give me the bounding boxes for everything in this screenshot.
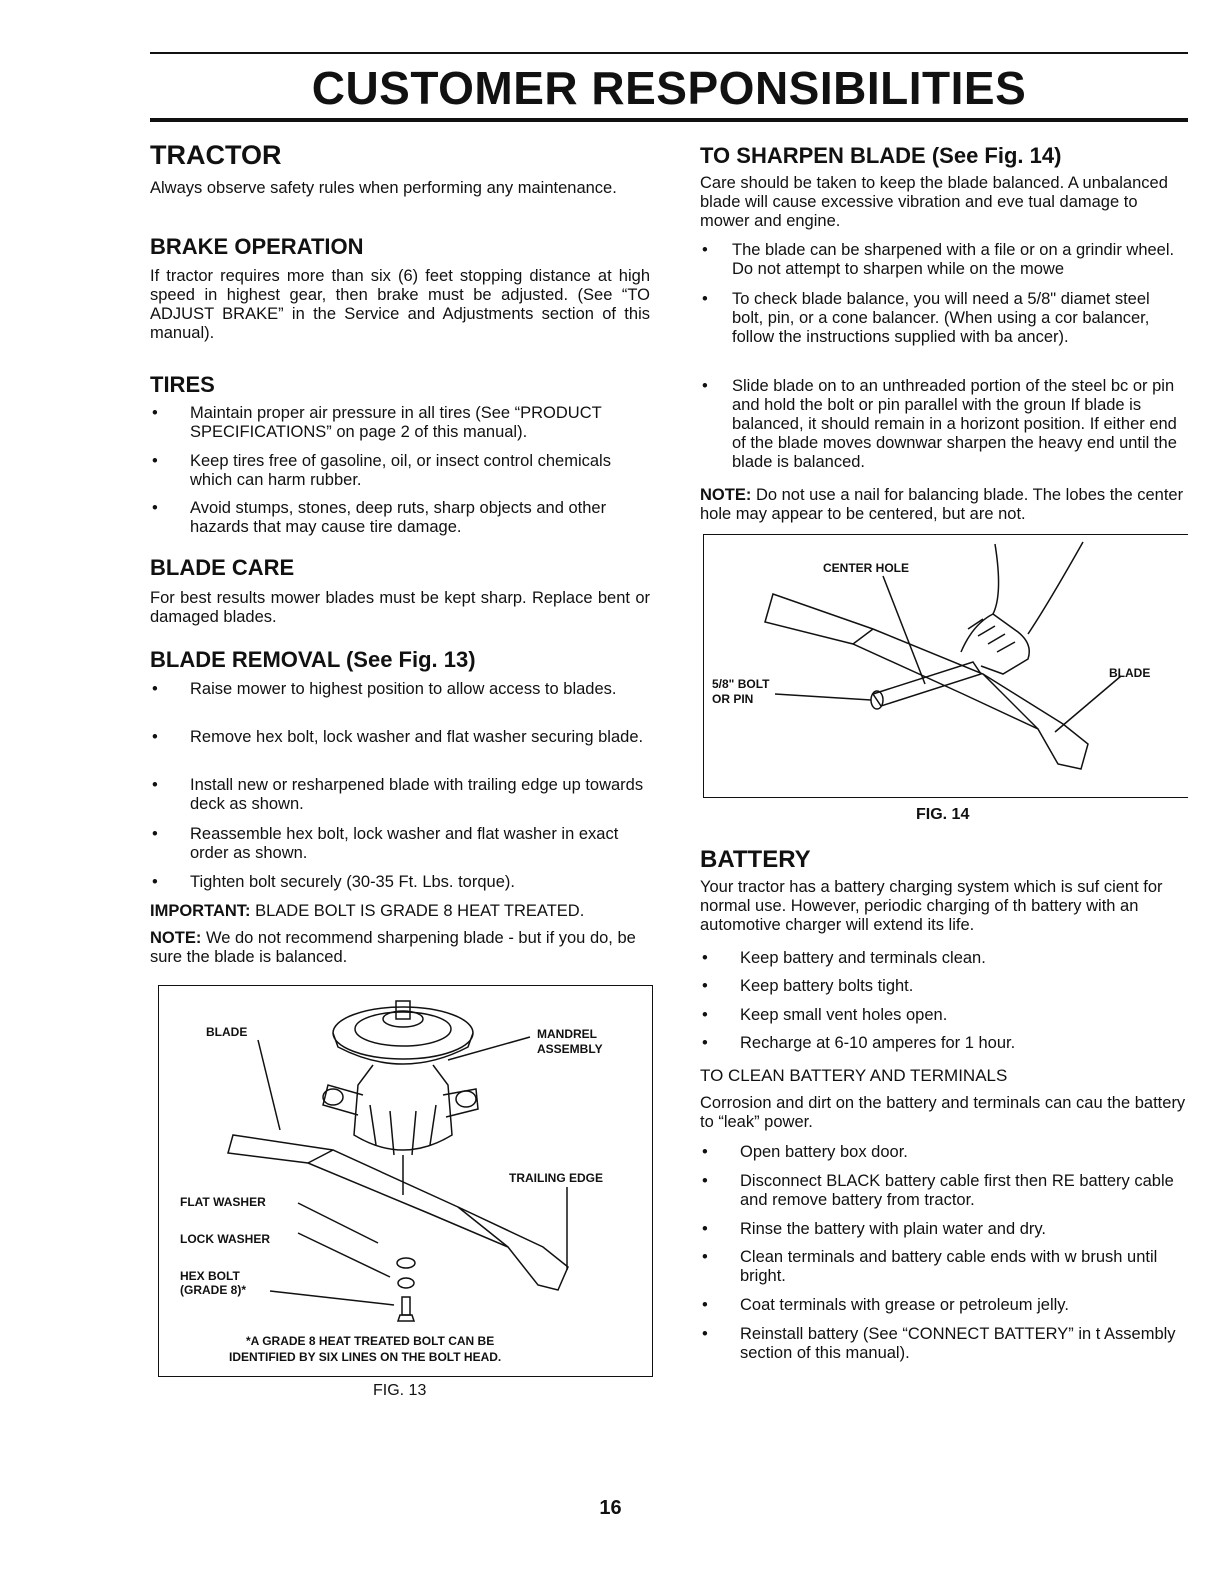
blade-care-heading: BLADE CARE (150, 555, 295, 580)
brake-heading: BRAKE OPERATION (150, 234, 364, 259)
page-number: 16 (599, 1497, 622, 1519)
tires-heading: TIRES (150, 372, 215, 397)
note-paragraph (150, 929, 650, 967)
sharpen-bullet: • The blade can be sharpened with a file or on a grindir wheel. Do not attempt to sharpen while on the mowe (700, 241, 1182, 279)
fig14-blade-shape (765, 594, 1088, 769)
fig14-illustration (703, 534, 1187, 796)
blade-removal-bullet: • Tighten bolt securely (30-35 Ft. Lbs. torque). (150, 873, 652, 892)
important-label: IMPORTANT: (150, 902, 251, 920)
battery-bullet: • Keep battery bolts tight. (700, 977, 1186, 996)
battery-bullet: • Keep small vent holes open. (700, 1006, 1186, 1025)
fig13-label-lock-washer: LOCK WASHER (180, 1232, 270, 1246)
sharpen-heading: TO SHARPEN BLADE (See Fig. 14) (700, 143, 1062, 168)
blade-removal-bullet: • Reassemble hex bolt, lock washer and flat washer in exact order as shown. (150, 825, 652, 863)
page-title: CUSTOMER RESPONSIBILITIES (311, 62, 1027, 114)
blade-removal-heading: BLADE REMOVAL (See Fig. 13) (150, 647, 476, 672)
fig13-caption: FIG. 13 (373, 1382, 427, 1399)
tires-bullet: • Avoid stumps, stones, deep ruts, sharp objects and other hazards that may cause tire damage. (150, 499, 652, 537)
fig13-label-mandrel: MANDREL (537, 1027, 597, 1041)
sharpen-note-label: NOTE: (700, 486, 752, 504)
right-column (700, 0, 1190, 1585)
tractor-text: Always observe safety rules when performing any maintenance. (150, 179, 617, 197)
battery-text: Your tractor has a battery charging system which is suf cient for normal use. However, periodic charging of th battery with an automotive charger will extend its life. (700, 878, 1163, 934)
brake-text: If tractor requires more than six (6) feet stopping distance at high speed in highest gear, then brake must be adjusted. (See “TO ADJUST BRAKE” in the Service and Adjustments section of this manual). (150, 267, 650, 342)
fig14-label-bolt: 5/8" BOLT (712, 677, 770, 691)
clean-bullet: • Coat terminals with grease or petroleum jelly. (700, 1296, 1186, 1315)
sharpen-note-text: Do not use a nail for balancing blade. The lobes the center hole may appear to be centered, but are not. (700, 486, 1184, 523)
fig13-label-grade: (GRADE 8)* (180, 1283, 247, 1297)
fig13-label-blade: BLADE (206, 1025, 248, 1039)
clean-bullet: • Disconnect BLACK battery cable first then RE battery cable and remove battery from tractor. (700, 1172, 1186, 1210)
blade-care-text: For best results mower blades must be kept sharp. Replace bent or damaged blades. (150, 589, 650, 626)
blade-removal-bullet: • Install new or resharpened blade with trailing edge up towards deck as shown. (150, 776, 652, 814)
fig13-footnote: IDENTIFIED BY SIX LINES ON THE BOLT HEAD. (229, 1350, 502, 1364)
fig13-label-flat-washer: FLAT WASHER (180, 1195, 266, 1209)
fig13-footnote: *A GRADE 8 HEAT TREATED BOLT CAN BE (246, 1334, 495, 1348)
battery-bullet: • Recharge at 6-10 amperes for 1 hour. (700, 1034, 1186, 1053)
fig13-label-assembly: ASSEMBLY (537, 1042, 603, 1056)
fig13-label-trailing-edge: TRAILING EDGE (509, 1171, 604, 1185)
sharpen-note (700, 486, 1186, 524)
sharpen-bullet: • Slide blade on to an unthreaded portion of the steel bc or pin and hold the bolt or pin parallel with the groun If blade is balanced, it should remain in a horizont position. If either end of the blade moves downwar sharpen the heavy end until the blade is balanced. (700, 377, 1182, 472)
clean-heading: TO CLEAN BATTERY AND TERMINALS (700, 1066, 1008, 1085)
tractor-heading: TRACTOR (150, 140, 282, 170)
tires-bullet: • Maintain proper air pressure in all tires (See “PRODUCT SPECIFICATIONS” on page 2 of this manual). (150, 404, 652, 442)
clean-bullet: • Reinstall battery (See “CONNECT BATTERY” in t Assembly section of this manual). (700, 1325, 1186, 1363)
clean-text: Corrosion and dirt on the battery and terminals can cau the battery to “leak” power. (700, 1094, 1186, 1131)
blade-removal-bullet: • Remove hex bolt, lock washer and flat washer securing blade. (150, 728, 652, 747)
sharpen-text: Care should be taken to keep the blade balanced. A unbalanced blade will cause excessive vibration and eve tual damage to mower and engine. (700, 174, 1168, 230)
note-text: We do not recommend sharpening blade - but if you do, be sure the blade is balanced. (150, 929, 636, 966)
fig14-label-bolt: OR PIN (712, 692, 754, 706)
fig14-label-center-hole: CENTER HOLE (823, 561, 910, 575)
important-line (150, 902, 584, 921)
battery-bullet: • Keep battery and terminals clean. (700, 949, 1186, 968)
important-text: BLADE BOLT IS GRADE 8 HEAT TREATED. (255, 902, 585, 920)
note-label: NOTE: (150, 929, 202, 947)
tires-bullet: • Keep tires free of gasoline, oil, or insect control chemicals which can harm rubber. (150, 452, 652, 490)
clean-bullet: • Open battery box door. (700, 1143, 1186, 1162)
battery-heading: BATTERY (700, 846, 811, 873)
fig14-caption: FIG. 14 (916, 806, 970, 823)
fig14-bolt-shape (873, 662, 981, 706)
sharpen-bullet: • To check blade balance, you will need a 5/8" diamet steel bolt, pin, or a cone balancer. (When using a cor balancer, follow the instructions supplied with ba ancer). (700, 290, 1182, 347)
pulley-shape (333, 1007, 473, 1059)
blade-removal-bullet: • Raise mower to highest position to allow access to blades. (150, 680, 652, 699)
clean-bullet: • Clean terminals and battery cable ends with w brush until bright. (700, 1248, 1186, 1286)
fig14-label-blade: BLADE (1109, 666, 1151, 680)
clean-bullet: • Rinse the battery with plain water and dry. (700, 1220, 1186, 1239)
blade-shape (228, 1135, 568, 1290)
fig13-label-hex-bolt: HEX BOLT (180, 1269, 240, 1283)
